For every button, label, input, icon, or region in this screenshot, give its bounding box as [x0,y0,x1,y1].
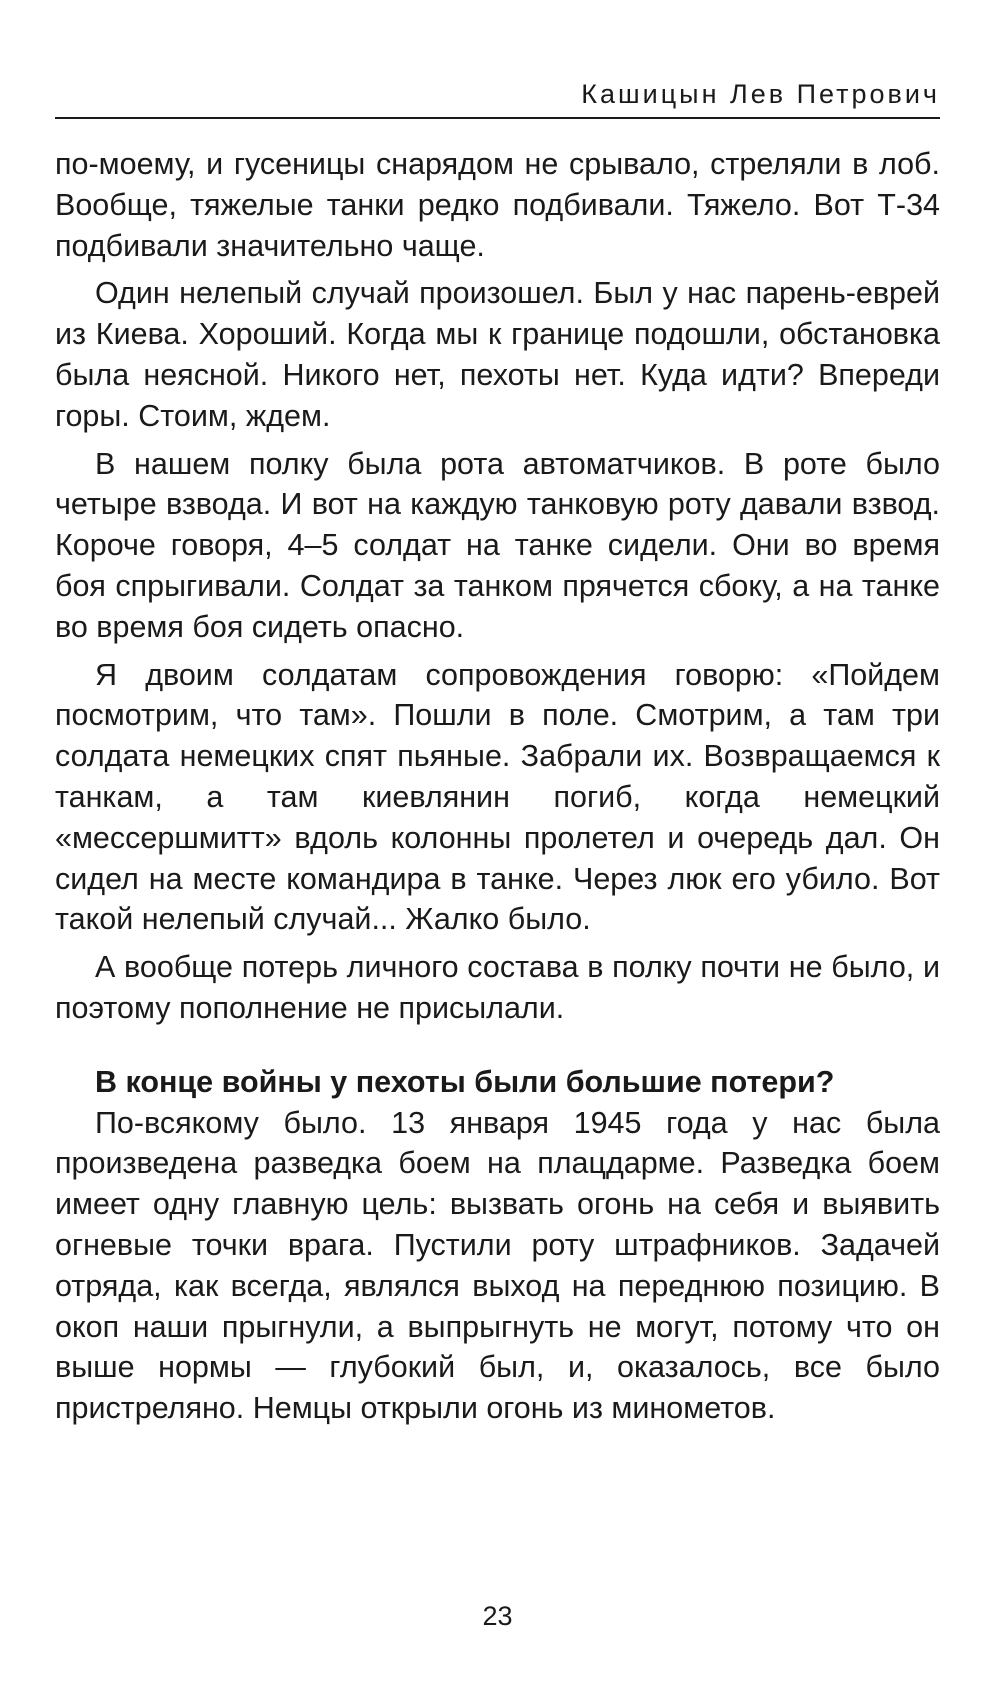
interview-question: В конце войны у пехоты были большие потери? [95,1064,835,1099]
paragraph: В нашем полку была рота автоматчиков. В роте было четыре взвода. И вот на каждую танковую роту давали взвод. Короче говоря, 4–5 солдат на танке сидели. Они во время боя спрыгивали. Солдат за танком прячется сбоку, а на танке во время боя сидеть опасно. [55,446,940,644]
paragraph: Один нелепый случай произошел. Был у нас парень-еврей из Киева. Хороший. Когда мы к границе подошли, обстановка была неясной. Никого нет, пехоты нет. Куда идти? Впереди горы. Стоим, ждем. [55,276,940,433]
book-page [55,0,940,1706]
body-text [55,144,940,1436]
answer-paragraph: По-всякому было. 13 января 1945 года у нас была произведена разведка боем на плацдарме. Разведка боем имеет одну главную цель: вызвать огонь на себя и выявить огневые точки врага. Пустили роту штрафников. Задачей отряда, как всегда, являлся выход на переднюю позицию. В окоп наши прыгнули, а выпрыгнуть не могут, потому что он выше нормы — глубокий был, и, оказалось, все было пристреляно. Немцы открыли огонь из минометов. [55,1105,940,1426]
paragraph: по-моему, и гусеницы снарядом не срывало, стреляли в лоб. Вообще, тяжелые танки редко подбивали. Тяжело. Вот Т-34 подбивали значительно чаще. [55,147,940,263]
header-rule [55,117,940,119]
paragraph: А вообще потерь личного состава в полку почти не было, и поэтому пополнение не присылали. [55,950,940,1025]
paragraph: Я двоим солдатам сопровождения говорю: «Пойдем посмотрим, что там». Пошли в поле. Смотрим, а там три солдата немецких спят пьяные. Забрали их. Возвращаемся к танкам, а там киевлянин погиб, когда немецкий «мессершмитт» вдоль колонны пролетел и очередь дал. Он сидел на месте командира в танке. Через люк его убило. Вот такой нелепый случай... Жалко было. [55,657,940,937]
page-number: 23 [482,1601,513,1631]
running-header: Кашицын Лев Петрович [581,79,940,109]
